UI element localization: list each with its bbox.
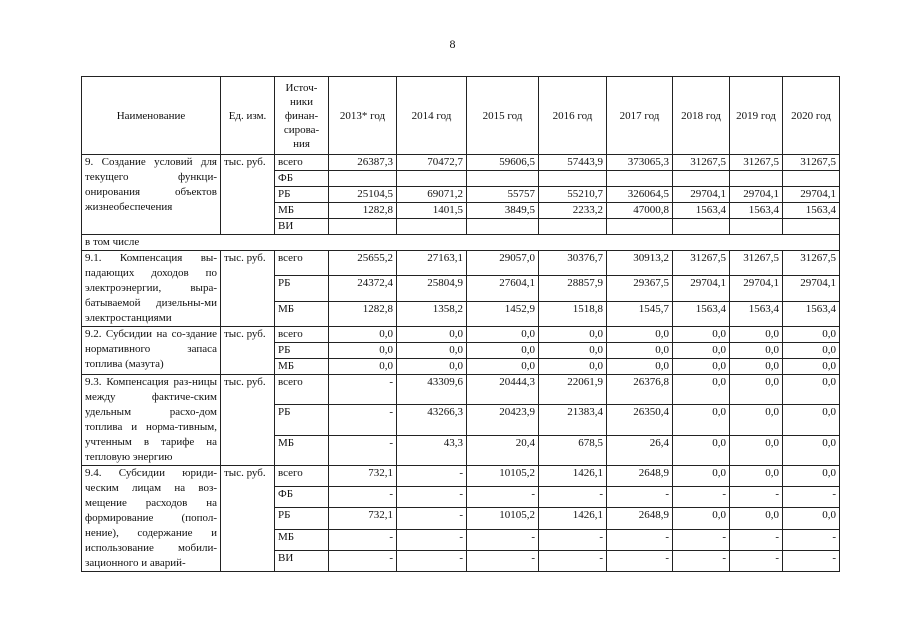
value-cell: 31267,5 (673, 155, 730, 171)
value-cell: 0,0 (783, 375, 840, 405)
value-cell: - (397, 466, 467, 487)
value-cell: - (397, 508, 467, 529)
value-cell: 0,0 (783, 508, 840, 529)
source-cell: всего (275, 375, 329, 405)
value-cell (783, 219, 840, 235)
value-cell (730, 219, 783, 235)
item-name: 9.2. Субсидии на со-здание нормативного запаса топлива (мазута) (82, 327, 221, 375)
header-year: 2019 год (730, 77, 783, 155)
value-cell (329, 171, 397, 187)
subheading: в том числе (82, 235, 840, 251)
header-year: 2013* год (329, 77, 397, 155)
value-cell: 1563,4 (783, 203, 840, 219)
source-cell: всего (275, 466, 329, 487)
value-cell: 1282,8 (329, 203, 397, 219)
value-cell: 29704,1 (783, 276, 840, 301)
value-cell: - (783, 529, 840, 550)
value-cell: - (467, 550, 539, 571)
value-cell: 1358,2 (397, 301, 467, 326)
value-cell: 27604,1 (467, 276, 539, 301)
source-cell: ВИ (275, 550, 329, 571)
table-row (82, 251, 840, 276)
value-cell: - (730, 550, 783, 571)
item-unit: тыс. руб. (221, 327, 275, 375)
value-cell: - (329, 405, 397, 435)
source-cell: РБ (275, 343, 329, 359)
value-cell: 20423,9 (467, 405, 539, 435)
source-cell: РБ (275, 508, 329, 529)
value-cell: 0,0 (673, 375, 730, 405)
value-cell: 0,0 (730, 327, 783, 343)
value-cell: 70472,7 (397, 155, 467, 171)
value-cell: 1401,5 (397, 203, 467, 219)
value-cell: 22061,9 (539, 375, 607, 405)
value-cell: 25804,9 (397, 276, 467, 301)
header-name: Наименование (82, 77, 221, 155)
value-cell: 31267,5 (730, 251, 783, 276)
value-cell: 57443,9 (539, 155, 607, 171)
value-cell: 26350,4 (607, 405, 673, 435)
value-cell: - (397, 487, 467, 508)
value-cell: 1426,1 (539, 508, 607, 529)
value-cell: - (329, 487, 397, 508)
value-cell (673, 219, 730, 235)
value-cell: 25104,5 (329, 187, 397, 203)
item-unit: тыс. руб. (221, 251, 275, 327)
value-cell: 55210,7 (539, 187, 607, 203)
value-cell: 2648,9 (607, 466, 673, 487)
value-cell: 25655,2 (329, 251, 397, 276)
value-cell: 29704,1 (783, 187, 840, 203)
value-cell: - (397, 529, 467, 550)
value-cell: 732,1 (329, 508, 397, 529)
value-cell: 0,0 (730, 508, 783, 529)
value-cell: 26376,8 (607, 375, 673, 405)
value-cell: 0,0 (539, 327, 607, 343)
subheading-row (82, 235, 840, 251)
table-row (82, 155, 840, 171)
value-cell: - (539, 487, 607, 508)
item-unit: тыс. руб. (221, 375, 275, 466)
value-cell: 0,0 (730, 343, 783, 359)
value-cell (730, 171, 783, 187)
value-cell: 1563,4 (730, 301, 783, 326)
value-cell: 0,0 (607, 327, 673, 343)
value-cell: 0,0 (783, 359, 840, 375)
source-cell: МБ (275, 301, 329, 326)
value-cell: 0,0 (673, 327, 730, 343)
source-cell: всего (275, 155, 329, 171)
value-cell: - (673, 550, 730, 571)
value-cell: 1563,4 (783, 301, 840, 326)
value-cell: 0,0 (783, 466, 840, 487)
value-cell: 1282,8 (329, 301, 397, 326)
value-cell: - (397, 550, 467, 571)
value-cell: 30376,7 (539, 251, 607, 276)
value-cell: - (673, 487, 730, 508)
value-cell: 0,0 (673, 405, 730, 435)
value-cell: - (329, 375, 397, 405)
value-cell: 0,0 (329, 359, 397, 375)
value-cell: 10105,2 (467, 466, 539, 487)
value-cell: 59606,5 (467, 155, 539, 171)
value-cell (539, 171, 607, 187)
item-name: 9.4. Субсидии юриди-ческим лицам на воз-мещение расходов на формирование (попол-нение), содержание и использование мобили-зационного и аварий- (82, 466, 221, 572)
value-cell: 0,0 (730, 359, 783, 375)
source-cell: РБ (275, 276, 329, 301)
value-cell: 43309,6 (397, 375, 467, 405)
value-cell (467, 219, 539, 235)
value-cell: 20,4 (467, 435, 539, 465)
value-cell: - (730, 487, 783, 508)
value-cell: 1563,4 (730, 203, 783, 219)
source-cell: МБ (275, 359, 329, 375)
value-cell (397, 171, 467, 187)
value-cell: 373065,3 (607, 155, 673, 171)
value-cell: - (783, 550, 840, 571)
value-cell: 0,0 (673, 508, 730, 529)
table-row (82, 466, 840, 487)
value-cell: 326064,5 (607, 187, 673, 203)
header-year: 2015 год (467, 77, 539, 155)
value-cell: - (329, 550, 397, 571)
value-cell: - (730, 529, 783, 550)
value-cell: - (467, 529, 539, 550)
source-cell: РБ (275, 405, 329, 435)
value-cell: 47000,8 (607, 203, 673, 219)
item-name: 9.1. Компенсация вы-падающих доходов по электроэнергии, выра-батываемой дизельны-ми электростанциями (82, 251, 221, 327)
value-cell: 0,0 (467, 327, 539, 343)
value-cell: 43266,3 (397, 405, 467, 435)
value-cell: 29704,1 (673, 187, 730, 203)
value-cell: 0,0 (539, 359, 607, 375)
source-cell: ФБ (275, 171, 329, 187)
value-cell: 0,0 (730, 466, 783, 487)
value-cell: 43,3 (397, 435, 467, 465)
value-cell: 26,4 (607, 435, 673, 465)
value-cell: 31267,5 (783, 251, 840, 276)
value-cell: 0,0 (730, 405, 783, 435)
value-cell: 1426,1 (539, 466, 607, 487)
value-cell: 0,0 (783, 327, 840, 343)
header-year: 2016 год (539, 77, 607, 155)
value-cell: 0,0 (467, 359, 539, 375)
value-cell: 2648,9 (607, 508, 673, 529)
value-cell: 0,0 (730, 435, 783, 465)
value-cell: 69071,2 (397, 187, 467, 203)
value-cell: - (607, 550, 673, 571)
value-cell: 732,1 (329, 466, 397, 487)
value-cell: 55757 (467, 187, 539, 203)
value-cell (607, 219, 673, 235)
value-cell (329, 219, 397, 235)
source-cell: ФБ (275, 487, 329, 508)
value-cell: 30913,2 (607, 251, 673, 276)
table-row (82, 375, 840, 405)
value-cell: 0,0 (329, 343, 397, 359)
value-cell: 29057,0 (467, 251, 539, 276)
value-cell: - (539, 550, 607, 571)
value-cell: 0,0 (539, 343, 607, 359)
source-cell: МБ (275, 435, 329, 465)
value-cell: 28857,9 (539, 276, 607, 301)
budget-table (81, 76, 840, 572)
value-cell: 24372,4 (329, 276, 397, 301)
value-cell: 31267,5 (730, 155, 783, 171)
value-cell: 2233,2 (539, 203, 607, 219)
value-cell: 0,0 (783, 435, 840, 465)
value-cell: 678,5 (539, 435, 607, 465)
value-cell: 0,0 (783, 405, 840, 435)
source-cell: ВИ (275, 219, 329, 235)
value-cell: 0,0 (329, 327, 397, 343)
value-cell: 21383,4 (539, 405, 607, 435)
value-cell: - (783, 487, 840, 508)
source-cell: МБ (275, 529, 329, 550)
value-cell (673, 171, 730, 187)
value-cell: - (467, 487, 539, 508)
source-cell: всего (275, 251, 329, 276)
value-cell: 0,0 (673, 435, 730, 465)
header-year: 2020 год (783, 77, 840, 155)
header-source: Источ-ники финан-сирова-ния (275, 77, 329, 155)
value-cell (397, 219, 467, 235)
header-row (82, 77, 840, 155)
value-cell: 26387,3 (329, 155, 397, 171)
value-cell: 1452,9 (467, 301, 539, 326)
value-cell: 0,0 (467, 343, 539, 359)
value-cell: 0,0 (783, 343, 840, 359)
value-cell: 29367,5 (607, 276, 673, 301)
value-cell: 1545,7 (607, 301, 673, 326)
value-cell: 31267,5 (673, 251, 730, 276)
value-cell (467, 171, 539, 187)
item-name: 9.3. Компенсация раз-ницы между фактиче-ским удельным расхо-дом топлива и норма-тивным, учтенным в тарифе на тепловую энергию (82, 375, 221, 466)
value-cell: 0,0 (397, 359, 467, 375)
header-year: 2017 год (607, 77, 673, 155)
value-cell: 0,0 (397, 343, 467, 359)
value-cell: - (607, 529, 673, 550)
value-cell (539, 219, 607, 235)
value-cell: 1518,8 (539, 301, 607, 326)
header-unit: Ед. изм. (221, 77, 275, 155)
value-cell: 27163,1 (397, 251, 467, 276)
page-number: 8 (449, 37, 456, 51)
value-cell: 0,0 (607, 343, 673, 359)
item-name: 9. Создание условий для текущего функци-онирования объектов жизнеобеспечения (82, 155, 221, 235)
value-cell: 0,0 (673, 359, 730, 375)
value-cell (607, 171, 673, 187)
value-cell: 10105,2 (467, 508, 539, 529)
value-cell: - (329, 529, 397, 550)
value-cell (783, 171, 840, 187)
header-year: 2014 год (397, 77, 467, 155)
value-cell: 0,0 (397, 327, 467, 343)
value-cell: - (673, 529, 730, 550)
value-cell: - (539, 529, 607, 550)
value-cell: 0,0 (607, 359, 673, 375)
value-cell: 29704,1 (673, 276, 730, 301)
value-cell: 1563,4 (673, 203, 730, 219)
value-cell: - (607, 487, 673, 508)
item-unit: тыс. руб. (221, 466, 275, 572)
value-cell: 3849,5 (467, 203, 539, 219)
table-row (82, 327, 840, 343)
header-year: 2018 год (673, 77, 730, 155)
value-cell: 0,0 (730, 375, 783, 405)
value-cell: 20444,3 (467, 375, 539, 405)
value-cell: 0,0 (673, 343, 730, 359)
value-cell: - (329, 435, 397, 465)
value-cell: 1563,4 (673, 301, 730, 326)
source-cell: РБ (275, 187, 329, 203)
value-cell: 29704,1 (730, 276, 783, 301)
source-cell: МБ (275, 203, 329, 219)
value-cell: 29704,1 (730, 187, 783, 203)
value-cell: 0,0 (673, 466, 730, 487)
value-cell: 31267,5 (783, 155, 840, 171)
source-cell: всего (275, 327, 329, 343)
item-unit: тыс. руб. (221, 155, 275, 235)
